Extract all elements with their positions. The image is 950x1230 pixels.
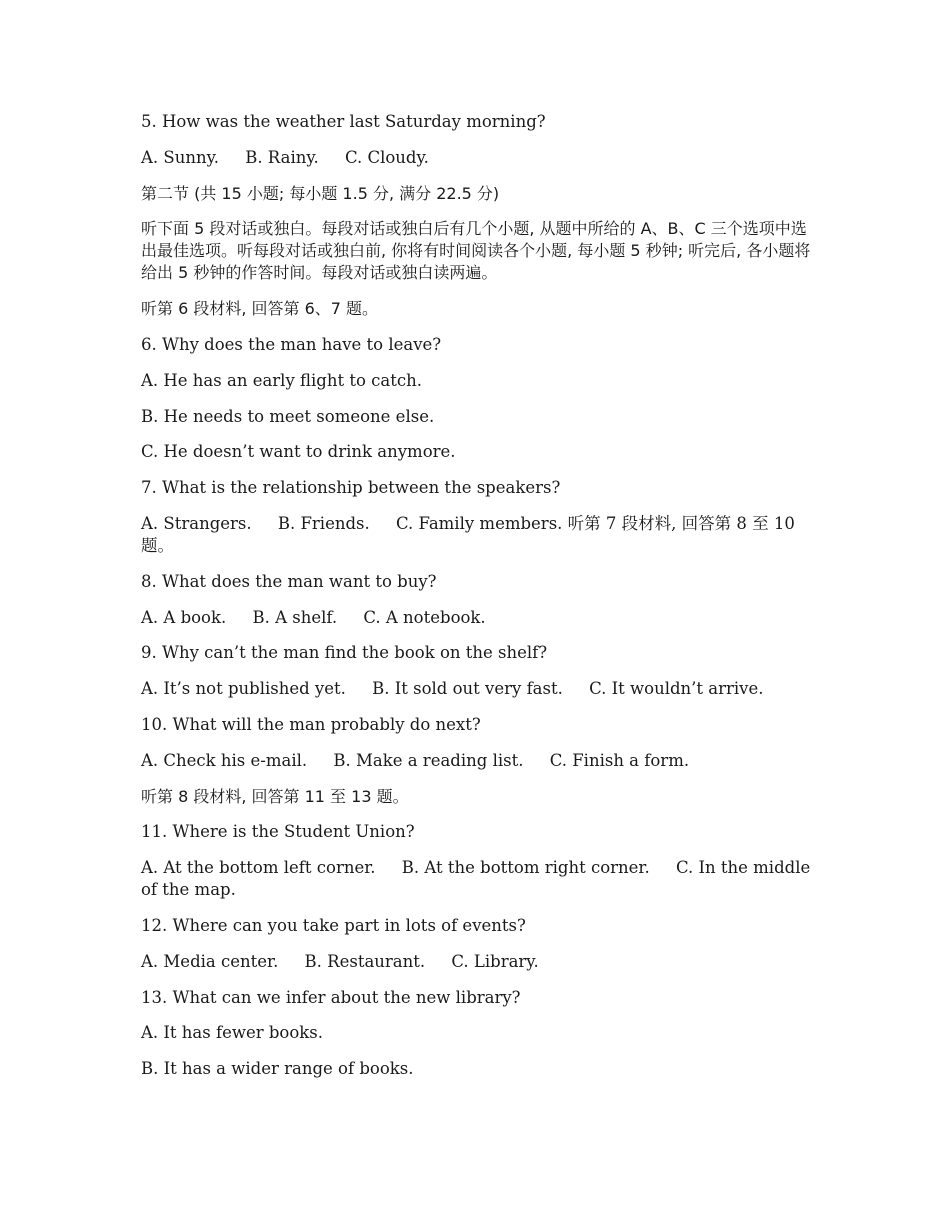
question-11: 11. Where is the Student Union? <box>141 822 415 842</box>
question-7: 7. What is the relationship between the speakers? <box>141 478 561 498</box>
options-5: A. Sunny. B. Rainy. C. Cloudy. <box>141 147 429 167</box>
option-6c: C. He doesn’t want to drink anymore. <box>141 442 456 462</box>
options-12: A. Media center. B. Restaurant. C. Library. <box>141 951 539 971</box>
options-10: A. Check his e-mail. B. Make a reading list. C. Finish a form. <box>141 750 690 770</box>
option-13a: A. It has fewer books. <box>141 1023 324 1043</box>
question-6: 6. Why does the man have to leave? <box>141 334 442 354</box>
option-6b: B. He needs to meet someone else. <box>141 406 435 426</box>
material-8-heading: 听第 8 段材料, 回答第 11 至 13 题。 <box>141 786 409 806</box>
option-6a: A. He has an early flight to catch. <box>141 370 422 390</box>
question-8: 8. What does the man want to buy? <box>141 571 437 591</box>
question-5: 5. How was the weather last Saturday morning? <box>141 112 546 131</box>
question-12: 12. Where can you take part in lots of events? <box>141 915 526 935</box>
options-7-and-material-7-heading: A. Strangers. B. Friends. C. Family members. 听第 7 段材料, 回答第 8 至 10 题。 <box>141 513 801 555</box>
options-11: A. At the bottom left corner. B. At the bottom right corner. C. In the middle of the map. <box>141 858 816 900</box>
question-13: 13. What can we infer about the new library? <box>141 987 521 1007</box>
option-13b: B. It has a wider range of books. <box>141 1059 414 1079</box>
section-2-heading: 第二节 (共 15 小题; 每小题 1.5 分, 满分 22.5 分) <box>141 183 500 203</box>
options-8: A. A book. B. A shelf. C. A notebook. <box>141 607 486 627</box>
material-6-heading: 听第 6 段材料, 回答第 6、7 题。 <box>141 299 379 319</box>
options-9: A. It’s not published yet. B. It sold out very fast. C. It wouldn’t arrive. <box>141 679 764 699</box>
section-2-instructions: 听下面 5 段对话或独白。每段对话或独白后有几个小题, 从题中所给的 A、B、C 三个选项中选出最佳选项。听每段对话或独白前, 你将有时间阅读各个小题, 每小题 5 秒钟; 听完后, 各小题将给出 5 秒钟的作答时间。每段对话或独白读两遍。 <box>141 219 811 283</box>
document-page <box>141 111 816 1094</box>
question-9: 9. Why can’t the man find the book on the shelf? <box>141 643 548 663</box>
question-10: 10. What will the man probably do next? <box>141 714 481 734</box>
